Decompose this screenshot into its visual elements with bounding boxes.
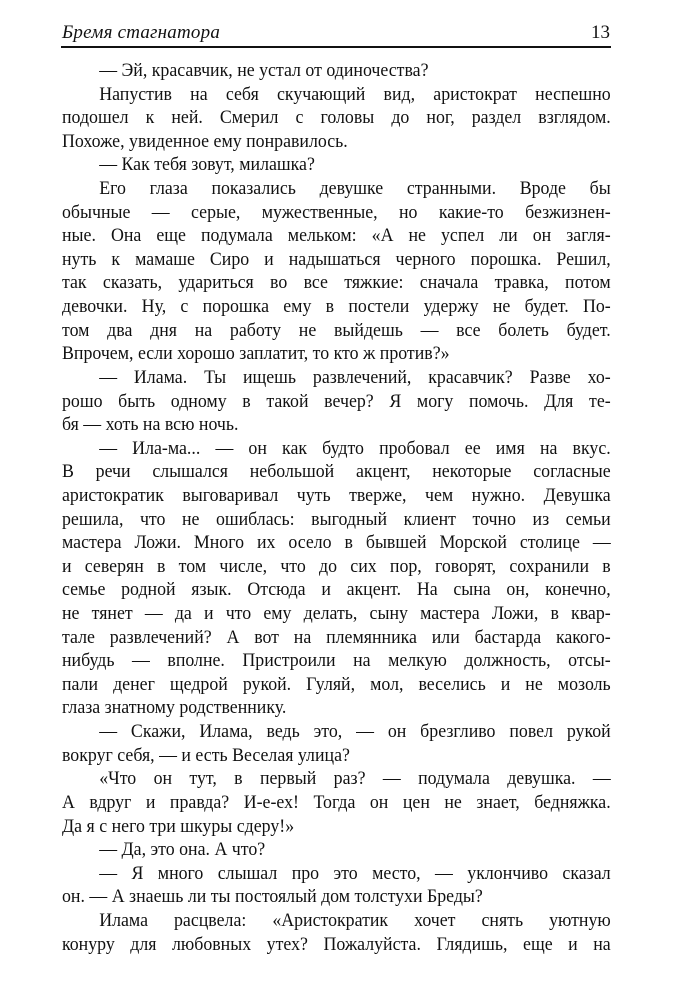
- text-line: Илама расцвела: «Аристократик хочет снять уютную: [99, 909, 611, 931]
- text-line: — Эй, красавчик, не устал от одиночества?: [99, 60, 429, 81]
- text-line: — Скажи, Илама, ведь это, — он брезгливо повел рукой: [99, 721, 611, 743]
- page-number: 13: [591, 22, 610, 43]
- text-line: Впрочем, если хорошо заплатит, то кто ж против?»: [62, 343, 450, 365]
- page-header: [61, 20, 611, 48]
- text-line: пали денег щедрой рукой. Гуляй, мол, веселись и не мозоль: [62, 673, 611, 695]
- text-line: — Как тебя зовут, милашка?: [99, 154, 315, 176]
- text-line: — Да, это она. А что?: [99, 839, 266, 861]
- text-line: А вдруг и правда? И-е-ех! Тогда он цен не знает, бедняжка.: [62, 791, 611, 813]
- text-line: тале развлечений? А вот на племянника или бастарда какого-: [62, 626, 611, 648]
- text-line: аристократик выговаривал чуть тверже, чем нужно. Девушка: [62, 484, 611, 506]
- text-line: рошо быть одному в такой вечер? Я могу помочь. Для те-: [62, 390, 611, 412]
- text-line: том два дня на работу не выйдешь — все болеть будет.: [62, 319, 611, 341]
- text-line: — Я много слышал про это место, — уклончиво сказал: [99, 862, 611, 884]
- text-line: — Ила-ма... — он как будто пробовал ее имя на вкус.: [99, 437, 611, 459]
- text-line: ные. Она еще подумала мельком: «А не успел ли он загля-: [62, 225, 611, 247]
- text-line: мастера Ложи. Много их осело в бывшей Морской столице —: [62, 532, 611, 554]
- text-line: Напустив на себя скучающий вид, аристократ неспешно: [99, 83, 611, 105]
- text-line: — Илама. Ты ищешь развлечений, красавчик? Разве хо-: [99, 366, 611, 388]
- text-line: «Что он тут, в первый раз? — подумала девушка. —: [99, 768, 611, 790]
- text-line: нибудь — вполне. Пристроили на мелкую должность, отсы-: [62, 650, 611, 672]
- text-line: Да я с него три шкуры сдеру!»: [62, 815, 295, 837]
- running-title: Бремя стагнатора: [62, 22, 221, 43]
- text-line: бя — хоть на всю ночь.: [62, 414, 239, 436]
- text-line: не тянет — да и что ему делать, сыну мастера Ложи, в квар-: [62, 603, 611, 625]
- text-line: обычные — серые, мужественные, но какие-то безжизнен-: [62, 201, 611, 223]
- text-line: вокруг себя, — и есть Веселая улица?: [62, 744, 350, 766]
- body-text: [62, 59, 611, 956]
- text-line: Похоже, увиденное ему понравилось.: [62, 130, 348, 152]
- text-line: нуть к мамаше Сиро и надышаться черного порошка. Решил,: [62, 248, 611, 270]
- text-line: семье родной язык. Отсюда и акцент. На сына он, конечно,: [62, 579, 611, 601]
- text-line: так сказать, удариться во все тяжкие: сначала травка, потом: [62, 272, 611, 294]
- text-line: решила, что не ошиблась: выгодный клиент точно из семьи: [62, 508, 611, 530]
- text-line: он. — А знаешь ли ты постоялый дом толстухи Бреды?: [62, 886, 483, 908]
- text-line: девочки. Ну, с порошка ему в постели удержу не будет. По-: [62, 296, 611, 318]
- text-line: конуру для любовных утех? Пожалуйста. Глядишь, еще и на: [62, 933, 611, 955]
- text-line: В речи слышался небольшой акцент, некоторые согласные: [62, 461, 611, 483]
- text-line: Его глаза показались девушке странными. Вроде бы: [99, 178, 611, 200]
- text-line: глаза знатному родственнику.: [62, 697, 287, 719]
- text-line: подошел к ней. Смерил с головы до ног, раздел взглядом.: [62, 107, 611, 129]
- text-line: и северян в том числе, что до сих пор, говорят, сохранили в: [62, 555, 611, 577]
